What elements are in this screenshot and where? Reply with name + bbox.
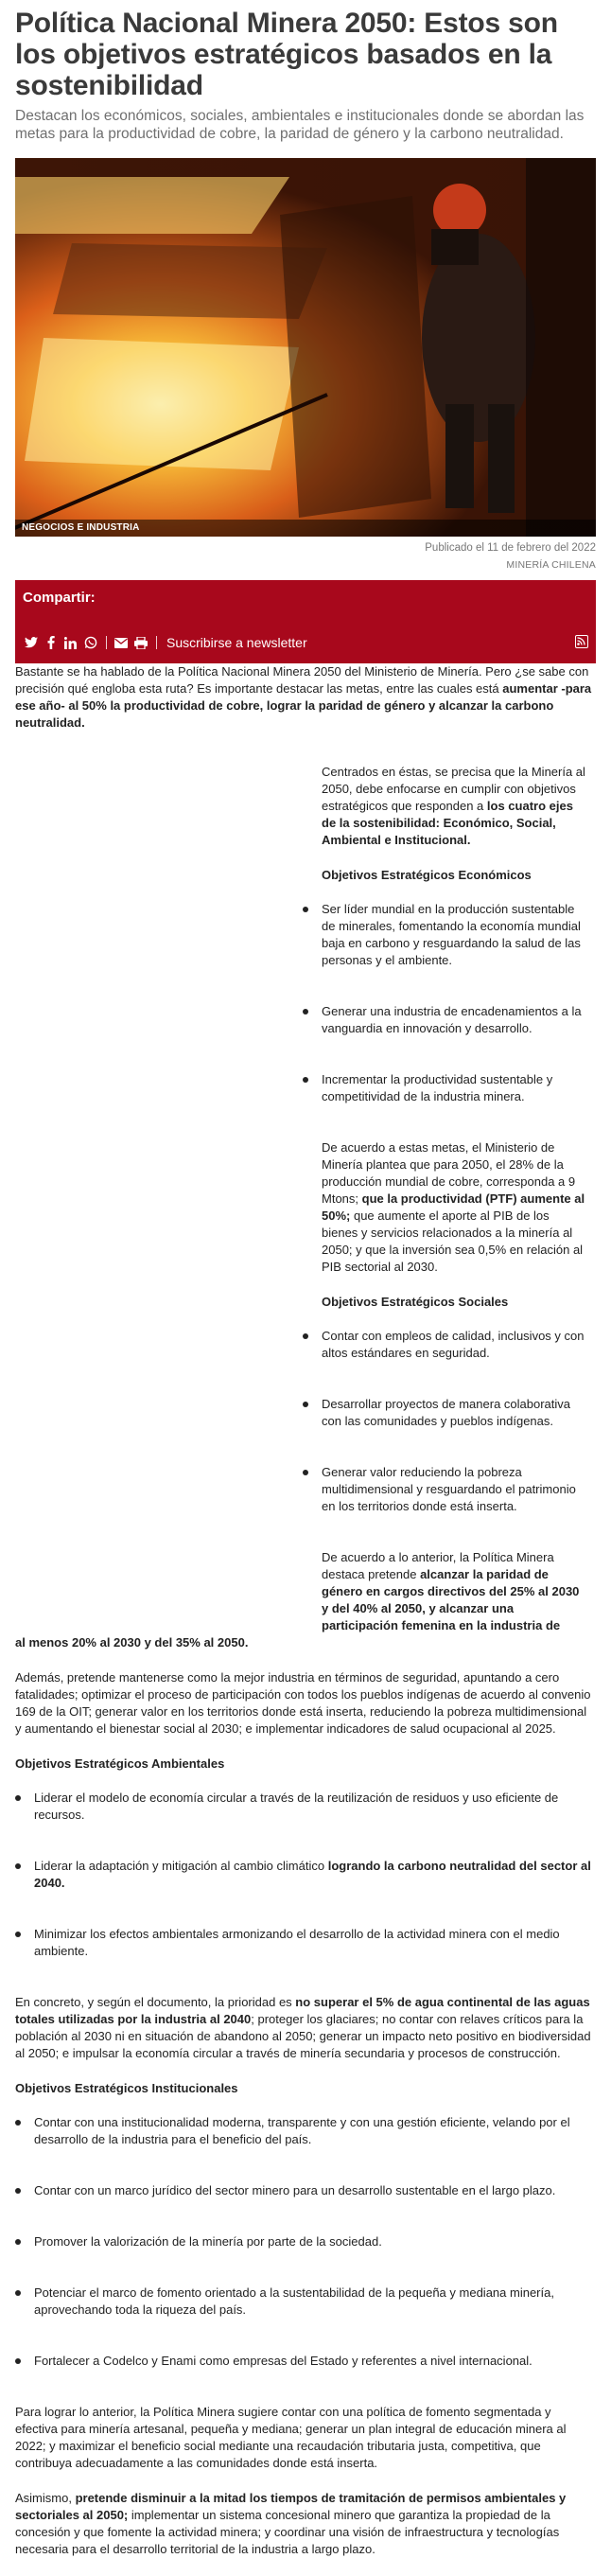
article-title: Política Nacional Minera 2050: Estos son los objetivos estratégicos basados en la sostenibilidad: [15, 8, 558, 101]
article-body: [15, 663, 596, 2558]
article-subtitle: Destacan los económicos, sociales, ambientales e institucionales donde se abordan las metas para la productividad de cobre, la paridad de género y la carbono neutralidad.: [15, 108, 585, 142]
ejes-paragraph: Centrados en éstas, se precisa que la Minería al 2050, debe enfocarse en cumplir con objetivos estratégicos que responden a los cuatro ejes de la sostenibilidad: Económico, Social, Ambiental e Institucional.: [322, 765, 585, 847]
email-icon[interactable]: [113, 636, 129, 649]
share-title: Compartir:: [23, 590, 96, 606]
social-paragraph-tail: al menos 20% al 2030 y del 35% al 2050.: [15, 1635, 249, 1650]
ademas-paragraph: Además, pretende mantenerse como la mejor industria en términos de seguridad, apuntando a cero fatalidades; optimizar el proceso de participación con todos los pueblos indígenas de acuerdo al convenio 169 de la OIT; generar valor en los territorios donde está inserta, reduciendo la pobreza multidimensional y aumentando el bienestar social al 2030; e implementar indicadores de salud ocupacional al 2025.: [15, 1670, 591, 1736]
list-item: Fortalecer a Codelco y Enami como empresas del Estado y referentes a nivel internacional.: [34, 2353, 596, 2370]
facebook-icon[interactable]: [43, 636, 59, 649]
list-item: Incrementar la productividad sustentable y competitividad de la industria minera.: [322, 1071, 588, 1105]
publish-date: Publicado el 11 de febrero del 2022: [425, 542, 596, 554]
source-label: MINERÍA CHILENA: [506, 559, 596, 571]
amb-heading: Objetivos Estratégicos Ambientales: [15, 1756, 225, 1771]
share-icons-row: [23, 635, 307, 650]
twitter-icon[interactable]: [23, 636, 39, 649]
final-paragraph: Asimismo, pretende disminuir a la mitad los tiempos de tramitación de permisos ambientales y sectoriales al 2050; implementar un sistema concesional minero que garantiza la propiedad de la concesión y que fomente la actividad minera; y coordinar una visión de infraestructura y tecnologías necesaria para el desarrollo territorial de la industria a largo plazo.: [15, 2491, 567, 2556]
full-width-section: [15, 1634, 596, 2558]
list-item: Contar con una institucionalidad moderna, transparente y con una gestión eficiente, velando por el desarrollo de la industria para el beneficio del país.: [34, 2114, 596, 2148]
hero-image: [15, 158, 596, 537]
share-divider-2: [156, 636, 157, 649]
list-item: Generar valor reduciendo la pobreza multidimensional y resguardando el patrimonio en los territorios donde está inserta.: [322, 1464, 588, 1515]
amb-list: [34, 1790, 596, 1960]
right-column: [322, 764, 588, 1634]
list-item: Ser líder mundial en la producción sustentable de minerales, fomentando la economía mundial baja en carbono y resguardando la salud de las personas y el ambiente.: [322, 901, 588, 969]
list-item: Liderar la adaptación y mitigación al cambio climático logrando la carbono neutralidad del sector al 2040.: [34, 1858, 596, 1892]
rss-icon[interactable]: [575, 635, 588, 648]
inst-heading: Objetivos Estratégicos Institucionales: [15, 2081, 238, 2095]
econ-paragraph: De acuerdo a estas metas, el Ministerio de Minería plantea que para 2050, el 28% de la producción mundial de cobre, corresponda a 9 Mtons; que la productividad (PTF) aumente al 50%; que aumente el aporte al PIB de los bienes y servicios relacionados a la minería al 2050; y que la inversión sea 0,5% en relación al PIB sectorial al 2030.: [322, 1140, 585, 1274]
image-category-label[interactable]: NEGOCIOS E INDUSTRIA: [22, 522, 140, 533]
list-item: Contar con empleos de calidad, inclusivos y con altos estándares en seguridad.: [322, 1328, 588, 1362]
share-box: [15, 580, 596, 663]
intro-paragraph: Bastante se ha hablado de la Política Nacional Minera 2050 del Ministerio de Minería. Pero ¿se sabe con precisión qué engloba esta ruta? Es importante destacar las metas, entre las cuales está aumentar -para ese año- al 50% la productividad de cobre, lograr la paridad de género y alcanzar la carbono neutralidad.: [15, 664, 592, 730]
smelter-worker-photo: [15, 158, 596, 537]
social-paragraph: De acuerdo a lo anterior, la Política Minera destaca pretende alcanzar la paridad de género en cargos directivos del 25% al 2030 y del 40% al 2050, y alcanzar una participación femenina en la industria de: [322, 1550, 580, 1632]
print-icon[interactable]: [132, 636, 148, 649]
list-item: Liderar el modelo de economía circular a través de la reutilización de residuos y uso eficiente de recursos.: [34, 1790, 596, 1824]
image-category-bar: [15, 520, 596, 537]
list-item: Minimizar los efectos ambientales armonizando el desarrollo de la actividad minera con el medio ambiente.: [34, 1926, 596, 1960]
share-divider: [106, 636, 107, 649]
econ-heading: Objetivos Estratégicos Económicos: [322, 868, 532, 882]
inst-list: [34, 2114, 596, 2370]
list-item: Generar una industria de encadenamientos a la vanguardia en innovación y desarrollo.: [322, 1003, 588, 1037]
econ-list: [322, 901, 588, 1105]
list-item: Desarrollar proyectos de manera colaborativa con las comunidades y pueblos indígenas.: [322, 1396, 588, 1430]
list-item: Potenciar el marco de fomento orientado a la sustentabilidad de la pequeña y mediana minería, aprovechando toda la riqueza del país.: [34, 2285, 596, 2319]
social-list: [322, 1328, 588, 1515]
social-heading: Objetivos Estratégicos Sociales: [322, 1295, 509, 1309]
inst-paragraph: Para lograr lo anterior, la Política Minera sugiere contar con una política de fomento segmentada y efectiva para minería artesanal, pequeña y mediana; generar un plan integral de educación minera al 2022; y maximizar el beneficio social mediante una recaudación tributaria justa, competitiva, que contribuya adecuadamente a las comunidades donde está inserta.: [15, 2405, 567, 2470]
list-item: Promover la valorización de la minería por parte de la sociedad.: [34, 2233, 596, 2250]
list-item: Contar con un marco jurídico del sector minero para un desarrollo sustentable en el largo plazo.: [34, 2182, 596, 2199]
whatsapp-icon[interactable]: [82, 636, 98, 649]
amb-paragraph: En concreto, y según el documento, la prioridad es no superar el 5% de agua continental de las aguas totales utilizadas por la industria al 2040; proteger los glaciares; no contar con relaves críticos para la población al 2030 ni en situación de abandono al 2050; generar un impacto neto positivo en biodiversidad al 2050; e impulsar la economía circular a través de minería secundaria y procesos de construcción.: [15, 1995, 591, 2060]
newsletter-link[interactable]: Suscribirse a newsletter: [166, 635, 307, 650]
linkedin-icon[interactable]: [62, 636, 79, 649]
